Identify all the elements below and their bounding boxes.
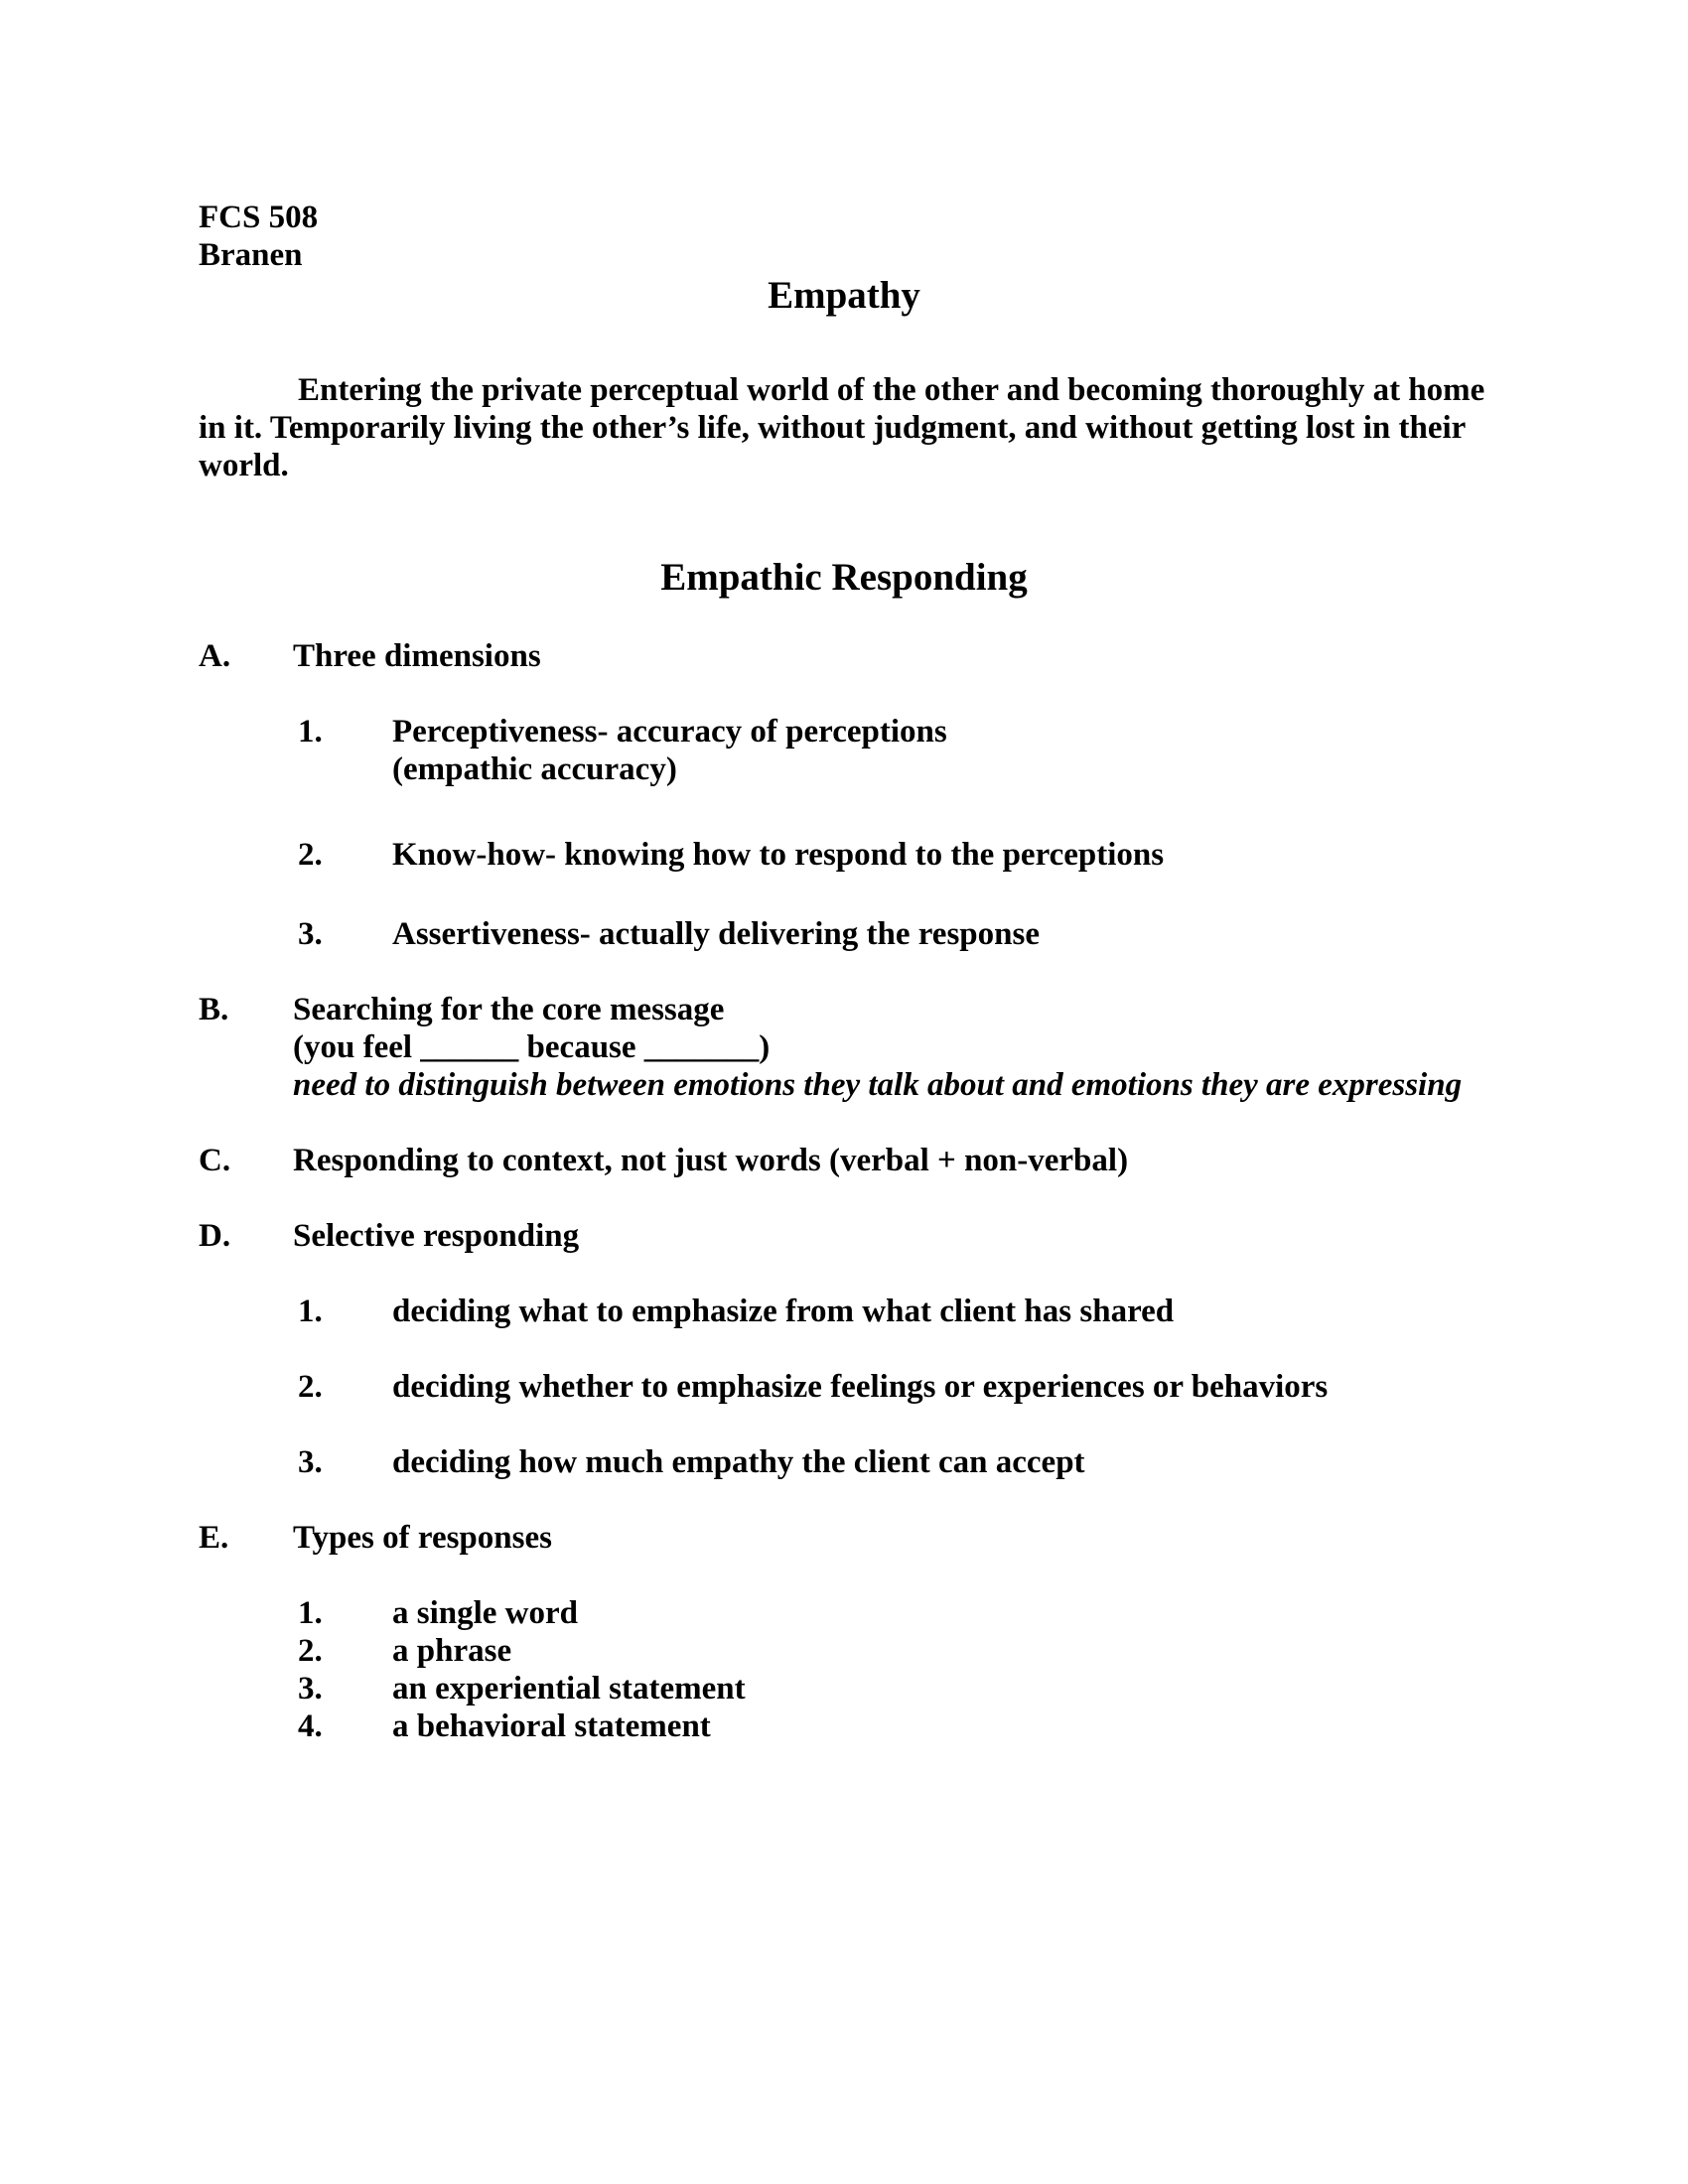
outline-label-c: C. [199, 1143, 231, 1178]
outline-text-d: Selective responding [293, 1218, 580, 1254]
outline-label-e3: 3. [298, 1671, 323, 1706]
outline-label-a2: 2. [298, 837, 323, 873]
outline-item-e4 [298, 1707, 1489, 1745]
outline-text-c: Responding to context, not just words (verbal + non-verbal) [293, 1143, 1129, 1178]
outline-label-d3: 3. [298, 1444, 323, 1480]
outline-label-e1: 1. [298, 1595, 323, 1631]
outline-item-e3 [298, 1670, 1489, 1707]
outline-label-b: B. [199, 992, 229, 1027]
outline-text-a1-line2: (empathic accuracy) [392, 751, 677, 787]
outline-text-a3: Assertiveness- actually delivering the response [392, 916, 1040, 952]
outline-text-a: Three dimensions [293, 638, 541, 674]
outline-item-a2 [298, 836, 1489, 874]
outline-text-b-line1: Searching for the core message [293, 992, 725, 1027]
outline-text-d1: deciding what to emphasize from what client has shared [392, 1294, 1175, 1329]
outline-item-a1 [298, 713, 1489, 788]
outline-item-e2 [298, 1632, 1489, 1670]
outline-text-d3: deciding how much empathy the client can accept [392, 1444, 1085, 1480]
outline-item-d [199, 1217, 1489, 1255]
outline-label-a: A. [199, 638, 231, 674]
section-heading: Empathic Responding [660, 556, 1028, 599]
outline-label-d: D. [199, 1218, 231, 1254]
outline-item-d3 [298, 1443, 1489, 1481]
outline-label-e4: 4. [298, 1708, 323, 1744]
outline-label-d2: 2. [298, 1369, 323, 1405]
outline-label-d1: 1. [298, 1294, 323, 1329]
author-name: Branen [199, 237, 303, 273]
outline-item-a [199, 637, 1489, 675]
outline-item-d2 [298, 1368, 1489, 1406]
outline-item-e [199, 1519, 1489, 1557]
outline-label-e2: 2. [298, 1633, 323, 1669]
outline-text-e: Types of responses [293, 1520, 552, 1556]
outline-text-d2: deciding whether to emphasize feelings or experiences or behaviors [392, 1369, 1329, 1405]
outline-text-e2: a phrase [392, 1633, 512, 1669]
document-title: Empathy [768, 274, 920, 317]
outline-b-note: need to distinguish between emotions they talk about and emotions they are expressing [293, 1067, 1463, 1103]
outline-b-fill-line: (you feel ______ because _______) [293, 1029, 771, 1065]
outline-label-e: E. [199, 1520, 229, 1556]
outline-item-a3 [298, 915, 1489, 953]
outline-text-e4: a behavioral statement [392, 1708, 711, 1744]
intro-paragraph: Entering the private perceptual world of the other and becoming thoroughly at home in it. Temporarily living the other’s life, without judgment, and without getting lost in their world. [199, 372, 1485, 483]
outline-text-a1-line1: Perceptiveness- accuracy of perceptions [392, 714, 947, 750]
outline-label-a3: 3. [298, 916, 323, 952]
outline-item-e1 [298, 1594, 1489, 1632]
outline-label-a1: 1. [298, 714, 323, 750]
outline-text-e3: an experiential statement [392, 1671, 746, 1706]
outline-text-a1 [392, 713, 1489, 788]
outline-item-b [199, 991, 1489, 1104]
outline-item-c [199, 1142, 1489, 1179]
course-code: FCS 508 [199, 200, 319, 235]
outline-item-d1 [298, 1293, 1489, 1330]
outline-text-b [293, 991, 1489, 1104]
outline-text-a2: Know-how- knowing how to respond to the perceptions [392, 837, 1165, 873]
outline-text-e1: a single word [392, 1595, 579, 1631]
